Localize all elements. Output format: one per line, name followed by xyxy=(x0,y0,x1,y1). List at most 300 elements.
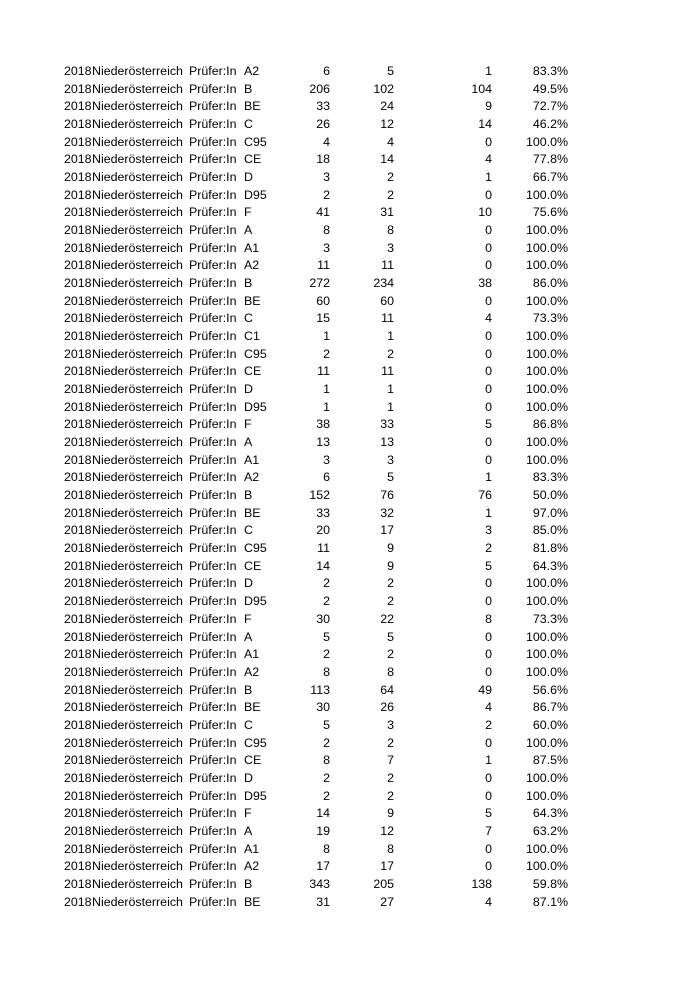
pass-rate-cell: 64.3% xyxy=(532,558,568,573)
license-class-cell: D xyxy=(244,382,253,397)
total-cell: 6 xyxy=(323,64,330,78)
year-cell: 2018 xyxy=(64,382,92,397)
license-class-cell: D xyxy=(244,576,253,591)
year-cell: 2018 xyxy=(64,682,92,697)
region-cell: Niederösterreich xyxy=(92,64,183,78)
passed-cell: 31 xyxy=(380,205,394,220)
year-cell: 2018 xyxy=(64,717,92,732)
failed-cell: 104 xyxy=(471,81,492,96)
pass-rate-cell: 97.0% xyxy=(532,505,568,520)
year-cell: 2018 xyxy=(64,700,92,715)
total-cell: 11 xyxy=(317,258,330,273)
role-cell: Prüfer:In xyxy=(189,258,237,273)
license-class-cell: D95 xyxy=(244,187,267,202)
pass-rate-cell: 56.6% xyxy=(532,682,568,697)
region-cell: Niederösterreich xyxy=(92,240,183,255)
failed-cell: 0 xyxy=(485,364,492,379)
failed-cell: 2 xyxy=(485,541,492,556)
table-row xyxy=(0,593,700,611)
region-cell: Niederösterreich xyxy=(92,81,183,96)
failed-cell: 0 xyxy=(485,329,492,344)
role-cell: Prüfer:In xyxy=(189,117,237,132)
table-row xyxy=(0,540,700,558)
role-cell: Prüfer:In xyxy=(189,788,237,803)
region-cell: Niederösterreich xyxy=(92,293,183,308)
region-cell: Niederösterreich xyxy=(92,346,183,361)
region-cell: Niederösterreich xyxy=(92,134,183,149)
failed-cell: 0 xyxy=(485,452,492,467)
license-class-cell: A1 xyxy=(244,452,260,467)
table-row xyxy=(0,611,700,629)
region-cell: Niederösterreich xyxy=(92,629,183,644)
role-cell: Prüfer:In xyxy=(189,364,237,379)
passed-cell: 9 xyxy=(387,541,394,556)
year-cell: 2018 xyxy=(64,364,92,379)
year-cell: 2018 xyxy=(64,806,92,821)
failed-cell: 7 xyxy=(485,823,492,838)
region-cell: Niederösterreich xyxy=(92,364,183,379)
pass-rate-cell: 100.0% xyxy=(525,399,568,414)
pass-rate-cell: 75.6% xyxy=(532,205,568,220)
pass-rate-cell: 100.0% xyxy=(525,770,568,785)
region-cell: Niederösterreich xyxy=(92,594,183,609)
passed-cell: 12 xyxy=(380,823,394,838)
year-cell: 2018 xyxy=(64,647,92,662)
license-class-cell: C xyxy=(244,311,253,326)
failed-cell: 1 xyxy=(485,470,492,485)
passed-cell: 3 xyxy=(387,717,394,732)
total-cell: 20 xyxy=(316,523,330,538)
total-cell: 11 xyxy=(317,541,330,556)
role-cell: Prüfer:In xyxy=(189,329,237,344)
pass-rate-cell: 72.7% xyxy=(532,99,568,114)
total-cell: 272 xyxy=(309,276,330,291)
role-cell: Prüfer:In xyxy=(189,99,237,114)
passed-cell: 2 xyxy=(387,576,394,591)
failed-cell: 0 xyxy=(485,399,492,414)
license-class-cell: F xyxy=(244,205,252,220)
year-cell: 2018 xyxy=(64,523,92,538)
role-cell: Prüfer:In xyxy=(189,523,237,538)
passed-cell: 205 xyxy=(373,876,394,891)
region-cell: Niederösterreich xyxy=(92,152,183,167)
failed-cell: 0 xyxy=(485,735,492,750)
total-cell: 343 xyxy=(309,876,330,891)
year-cell: 2018 xyxy=(64,894,92,909)
pass-rate-cell: 100.0% xyxy=(525,187,568,202)
license-class-cell: BE xyxy=(244,99,261,114)
role-cell: Prüfer:In xyxy=(189,541,237,556)
total-cell: 2 xyxy=(323,647,330,662)
passed-cell: 2 xyxy=(387,170,394,185)
role-cell: Prüfer:In xyxy=(189,876,237,891)
table-row xyxy=(0,63,700,81)
pass-rate-cell: 64.3% xyxy=(532,806,568,821)
year-cell: 2018 xyxy=(64,470,92,485)
failed-cell: 0 xyxy=(485,788,492,803)
region-cell: Niederösterreich xyxy=(92,682,183,697)
pass-rate-cell: 100.0% xyxy=(525,293,568,308)
passed-cell: 26 xyxy=(380,700,394,715)
license-class-cell: B xyxy=(244,876,253,891)
passed-cell: 33 xyxy=(380,417,394,432)
passed-cell: 2 xyxy=(387,647,394,662)
license-class-cell: A2 xyxy=(244,664,260,679)
region-cell: Niederösterreich xyxy=(92,735,183,750)
license-class-cell: A2 xyxy=(244,258,260,273)
year-cell: 2018 xyxy=(64,223,92,238)
passed-cell: 76 xyxy=(380,488,394,503)
total-cell: 33 xyxy=(316,99,330,114)
passed-cell: 3 xyxy=(387,240,394,255)
role-cell: Prüfer:In xyxy=(189,806,237,821)
region-cell: Niederösterreich xyxy=(92,876,183,891)
table-row xyxy=(0,788,700,806)
license-class-cell: A xyxy=(244,629,253,644)
passed-cell: 11 xyxy=(381,311,394,326)
role-cell: Prüfer:In xyxy=(189,435,237,450)
failed-cell: 3 xyxy=(485,523,492,538)
role-cell: Prüfer:In xyxy=(189,399,237,414)
passed-cell: 2 xyxy=(387,594,394,609)
year-cell: 2018 xyxy=(64,594,92,609)
passed-cell: 2 xyxy=(387,788,394,803)
table-row xyxy=(0,558,700,576)
total-cell: 6 xyxy=(323,470,330,485)
role-cell: Prüfer:In xyxy=(189,859,237,874)
pass-rate-cell: 86.8% xyxy=(532,417,568,432)
license-class-cell: F xyxy=(244,611,252,626)
table-row xyxy=(0,469,700,487)
total-cell: 113 xyxy=(310,682,330,697)
table-row xyxy=(0,894,700,912)
table-row xyxy=(0,328,700,346)
pass-rate-cell: 100.0% xyxy=(525,346,568,361)
passed-cell: 60 xyxy=(380,293,394,308)
passed-cell: 3 xyxy=(387,452,394,467)
table-row xyxy=(0,399,700,417)
role-cell: Prüfer:In xyxy=(189,382,237,397)
year-cell: 2018 xyxy=(64,841,92,856)
total-cell: 2 xyxy=(323,346,330,361)
license-class-cell: D95 xyxy=(244,399,267,414)
role-cell: Prüfer:In xyxy=(189,240,237,255)
region-cell: Niederösterreich xyxy=(92,770,183,785)
role-cell: Prüfer:In xyxy=(189,170,237,185)
region-cell: Niederösterreich xyxy=(92,611,183,626)
failed-cell: 4 xyxy=(485,311,492,326)
failed-cell: 0 xyxy=(485,187,492,202)
total-cell: 17 xyxy=(316,859,330,874)
total-cell: 14 xyxy=(316,806,330,821)
region-cell: Niederösterreich xyxy=(92,558,183,573)
passed-cell: 11 xyxy=(381,258,394,273)
region-cell: Niederösterreich xyxy=(92,117,183,132)
role-cell: Prüfer:In xyxy=(189,647,237,662)
role-cell: Prüfer:In xyxy=(189,735,237,750)
role-cell: Prüfer:In xyxy=(189,753,237,768)
failed-cell: 0 xyxy=(485,258,492,273)
total-cell: 5 xyxy=(323,629,330,644)
failed-cell: 0 xyxy=(485,240,492,255)
total-cell: 4 xyxy=(323,134,330,149)
table-row xyxy=(0,346,700,364)
region-cell: Niederösterreich xyxy=(92,823,183,838)
total-cell: 8 xyxy=(323,753,330,768)
region-cell: Niederösterreich xyxy=(92,576,183,591)
passed-cell: 1 xyxy=(387,329,394,344)
role-cell: Prüfer:In xyxy=(189,717,237,732)
data-table xyxy=(0,63,700,911)
region-cell: Niederösterreich xyxy=(92,276,183,291)
region-cell: Niederösterreich xyxy=(92,452,183,467)
failed-cell: 4 xyxy=(485,152,492,167)
table-row xyxy=(0,434,700,452)
pass-rate-cell: 86.7% xyxy=(532,700,568,715)
failed-cell: 1 xyxy=(485,64,492,78)
table-row xyxy=(0,293,700,311)
year-cell: 2018 xyxy=(64,240,92,255)
license-class-cell: D95 xyxy=(244,594,267,609)
table-row xyxy=(0,522,700,540)
license-class-cell: C xyxy=(244,523,253,538)
license-class-cell: C xyxy=(244,717,253,732)
year-cell: 2018 xyxy=(64,117,92,132)
failed-cell: 2 xyxy=(485,717,492,732)
year-cell: 2018 xyxy=(64,823,92,838)
table-row xyxy=(0,876,700,894)
table-row xyxy=(0,752,700,770)
year-cell: 2018 xyxy=(64,134,92,149)
failed-cell: 0 xyxy=(485,134,492,149)
year-cell: 2018 xyxy=(64,452,92,467)
license-class-cell: A1 xyxy=(244,240,260,255)
passed-cell: 2 xyxy=(387,346,394,361)
role-cell: Prüfer:In xyxy=(189,223,237,238)
year-cell: 2018 xyxy=(64,152,92,167)
total-cell: 2 xyxy=(323,594,330,609)
table-row xyxy=(0,823,700,841)
year-cell: 2018 xyxy=(64,170,92,185)
failed-cell: 1 xyxy=(485,505,492,520)
year-cell: 2018 xyxy=(64,859,92,874)
pass-rate-cell: 60.0% xyxy=(532,717,568,732)
role-cell: Prüfer:In xyxy=(189,417,237,432)
failed-cell: 4 xyxy=(485,894,492,909)
table-row xyxy=(0,664,700,682)
total-cell: 33 xyxy=(316,505,330,520)
year-cell: 2018 xyxy=(64,735,92,750)
license-class-cell: C95 xyxy=(244,735,267,750)
table-row xyxy=(0,169,700,187)
table-row xyxy=(0,505,700,523)
pass-rate-cell: 100.0% xyxy=(525,134,568,149)
region-cell: Niederösterreich xyxy=(92,841,183,856)
pass-rate-cell: 100.0% xyxy=(525,859,568,874)
region-cell: Niederösterreich xyxy=(92,647,183,662)
role-cell: Prüfer:In xyxy=(189,629,237,644)
pass-rate-cell: 73.3% xyxy=(532,611,568,626)
year-cell: 2018 xyxy=(64,664,92,679)
pass-rate-cell: 73.3% xyxy=(532,311,568,326)
failed-cell: 0 xyxy=(485,629,492,644)
pass-rate-cell: 86.0% xyxy=(532,276,568,291)
total-cell: 2 xyxy=(323,187,330,202)
total-cell: 13 xyxy=(316,435,330,450)
year-cell: 2018 xyxy=(64,435,92,450)
role-cell: Prüfer:In xyxy=(189,452,237,467)
region-cell: Niederösterreich xyxy=(92,187,183,202)
pass-rate-cell: 59.8% xyxy=(532,876,568,891)
license-class-cell: CE xyxy=(244,364,262,379)
failed-cell: 5 xyxy=(485,417,492,432)
role-cell: Prüfer:In xyxy=(189,700,237,715)
total-cell: 14 xyxy=(316,558,330,573)
failed-cell: 0 xyxy=(485,770,492,785)
passed-cell: 2 xyxy=(387,770,394,785)
table-row xyxy=(0,275,700,293)
pass-rate-cell: 100.0% xyxy=(525,594,568,609)
table-row xyxy=(0,452,700,470)
passed-cell: 4 xyxy=(387,134,394,149)
passed-cell: 7 xyxy=(387,753,394,768)
total-cell: 30 xyxy=(316,611,330,626)
year-cell: 2018 xyxy=(64,541,92,556)
license-class-cell: BE xyxy=(244,293,261,308)
role-cell: Prüfer:In xyxy=(189,470,237,485)
license-class-cell: A xyxy=(244,435,253,450)
pass-rate-cell: 87.1% xyxy=(532,894,568,909)
failed-cell: 4 xyxy=(485,700,492,715)
role-cell: Prüfer:In xyxy=(189,488,237,503)
table-row xyxy=(0,770,700,788)
passed-cell: 14 xyxy=(380,152,394,167)
table-row xyxy=(0,682,700,700)
year-cell: 2018 xyxy=(64,311,92,326)
failed-cell: 0 xyxy=(485,346,492,361)
role-cell: Prüfer:In xyxy=(189,134,237,149)
pass-rate-cell: 83.3% xyxy=(532,470,568,485)
table-row xyxy=(0,257,700,275)
license-class-cell: F xyxy=(244,417,252,432)
region-cell: Niederösterreich xyxy=(92,170,183,185)
license-class-cell: B xyxy=(244,276,253,291)
region-cell: Niederösterreich xyxy=(92,470,183,485)
table-row xyxy=(0,363,700,381)
license-class-cell: CE xyxy=(244,558,262,573)
passed-cell: 9 xyxy=(387,558,394,573)
passed-cell: 1 xyxy=(387,399,394,414)
total-cell: 2 xyxy=(323,770,330,785)
role-cell: Prüfer:In xyxy=(189,894,237,909)
region-cell: Niederösterreich xyxy=(92,435,183,450)
passed-cell: 234 xyxy=(373,276,394,291)
passed-cell: 24 xyxy=(380,99,394,114)
table-row xyxy=(0,310,700,328)
total-cell: 38 xyxy=(316,417,330,432)
region-cell: Niederösterreich xyxy=(92,894,183,909)
passed-cell: 11 xyxy=(381,364,394,379)
pass-rate-cell: 100.0% xyxy=(525,841,568,856)
role-cell: Prüfer:In xyxy=(189,664,237,679)
role-cell: Prüfer:In xyxy=(189,346,237,361)
pass-rate-cell: 100.0% xyxy=(525,329,568,344)
role-cell: Prüfer:In xyxy=(189,611,237,626)
pass-rate-cell: 100.0% xyxy=(525,364,568,379)
region-cell: Niederösterreich xyxy=(92,753,183,768)
passed-cell: 27 xyxy=(380,894,394,909)
table-row xyxy=(0,240,700,258)
year-cell: 2018 xyxy=(64,576,92,591)
license-class-cell: C95 xyxy=(244,134,267,149)
table-row xyxy=(0,629,700,647)
passed-cell: 8 xyxy=(387,841,394,856)
license-class-cell: D xyxy=(244,770,253,785)
failed-cell: 9 xyxy=(485,99,492,114)
license-class-cell: C xyxy=(244,117,253,132)
table-row xyxy=(0,98,700,116)
license-class-cell: A1 xyxy=(244,841,260,856)
pass-rate-cell: 100.0% xyxy=(525,788,568,803)
table-row xyxy=(0,646,700,664)
license-class-cell: BE xyxy=(244,505,261,520)
license-class-cell: A1 xyxy=(244,647,260,662)
license-class-cell: C95 xyxy=(244,541,267,556)
failed-cell: 8 xyxy=(485,611,492,626)
failed-cell: 0 xyxy=(485,647,492,662)
year-cell: 2018 xyxy=(64,276,92,291)
failed-cell: 1 xyxy=(485,170,492,185)
year-cell: 2018 xyxy=(64,399,92,414)
pass-rate-cell: 81.8% xyxy=(532,541,568,556)
license-class-cell: B xyxy=(244,81,253,96)
failed-cell: 49 xyxy=(478,682,492,697)
pass-rate-cell: 100.0% xyxy=(525,258,568,273)
passed-cell: 9 xyxy=(387,806,394,821)
passed-cell: 2 xyxy=(387,735,394,750)
region-cell: Niederösterreich xyxy=(92,806,183,821)
license-class-cell: F xyxy=(244,806,252,821)
total-cell: 31 xyxy=(316,894,330,909)
role-cell: Prüfer:In xyxy=(189,823,237,838)
region-cell: Niederösterreich xyxy=(92,382,183,397)
passed-cell: 8 xyxy=(387,223,394,238)
failed-cell: 0 xyxy=(485,664,492,679)
pass-rate-cell: 46.2% xyxy=(532,117,568,132)
table-row xyxy=(0,575,700,593)
total-cell: 5 xyxy=(323,717,330,732)
role-cell: Prüfer:In xyxy=(189,205,237,220)
license-class-cell: CE xyxy=(244,753,262,768)
region-cell: Niederösterreich xyxy=(92,788,183,803)
year-cell: 2018 xyxy=(64,629,92,644)
pass-rate-cell: 87.5% xyxy=(532,753,568,768)
table-row xyxy=(0,81,700,99)
table-row xyxy=(0,116,700,134)
pass-rate-cell: 100.0% xyxy=(525,735,568,750)
failed-cell: 0 xyxy=(485,594,492,609)
pass-rate-cell: 77.8% xyxy=(532,152,568,167)
role-cell: Prüfer:In xyxy=(189,152,237,167)
role-cell: Prüfer:In xyxy=(189,505,237,520)
year-cell: 2018 xyxy=(64,788,92,803)
pass-rate-cell: 49.5% xyxy=(532,81,568,96)
passed-cell: 2 xyxy=(387,187,394,202)
year-cell: 2018 xyxy=(64,99,92,114)
passed-cell: 17 xyxy=(380,859,394,874)
total-cell: 19 xyxy=(316,823,330,838)
passed-cell: 1 xyxy=(387,382,394,397)
